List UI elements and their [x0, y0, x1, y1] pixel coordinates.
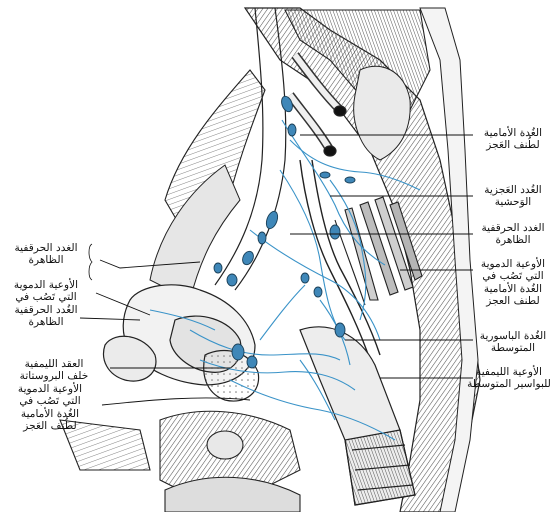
label-line: لطُنف العَجز [486, 139, 540, 152]
label-external-iliac-nodes [473, 222, 553, 247]
label-vessels-to-external-iliac [2, 279, 90, 329]
bladder-prostate [104, 285, 259, 401]
label-vessels-to-promontory-left [2, 383, 98, 433]
label-middle-hemorrhoidal-vessels [465, 366, 553, 391]
label-anterior-sacral-node [473, 127, 553, 152]
label-line: التي تَصُب في [15, 291, 77, 304]
label-line: التي تَصُب في [482, 270, 544, 283]
label-line: الغُدد العَجزية [484, 184, 542, 196]
label-line: الظاهرة [28, 254, 64, 267]
label-line: المتوسطة [490, 342, 536, 355]
iliacus-muscle [150, 70, 265, 300]
label-line: الغُدة الباسورية [479, 330, 547, 342]
label-line: الأوعية الدموية [13, 279, 79, 291]
label-line: الغدد الحرقفية [14, 242, 78, 254]
label-line: الأوعية الدموية [480, 258, 546, 270]
label-line: الوَحشية [494, 196, 532, 209]
label-line: الغُدة الأمامية [483, 127, 543, 139]
label-line: خلف البروستاتة [19, 370, 89, 383]
label-retroprostatic-nodes [2, 358, 106, 383]
label-line: الظاهرة [28, 316, 64, 329]
label-line: الغُدة الأمامية [483, 282, 543, 295]
label-line: لطُنف العَجز [23, 420, 77, 433]
label-sacral-nodes [473, 184, 553, 209]
label-line: الأوعية الليمفية [476, 366, 542, 378]
label-line: للبواسير المتوسطة [467, 378, 551, 391]
label-vessels-to-promontory-node [473, 258, 553, 308]
label-middle-hemorrhoidal-node [473, 330, 553, 355]
label-line: الظاهرة [495, 234, 531, 247]
label-line: الغُدة الأمامية [20, 407, 80, 420]
label-line: العقد الليمفية [24, 358, 84, 370]
label-external-iliac-nodes-left [2, 242, 90, 267]
label-line: الأوعية الدموية [17, 383, 83, 395]
label-line: التي تَصُب في [19, 395, 81, 408]
label-line: الغدد الحرقفية [481, 222, 545, 234]
label-line: لطنف العجز [486, 295, 540, 308]
label-line: الغُدد الحرقفية [14, 303, 78, 316]
